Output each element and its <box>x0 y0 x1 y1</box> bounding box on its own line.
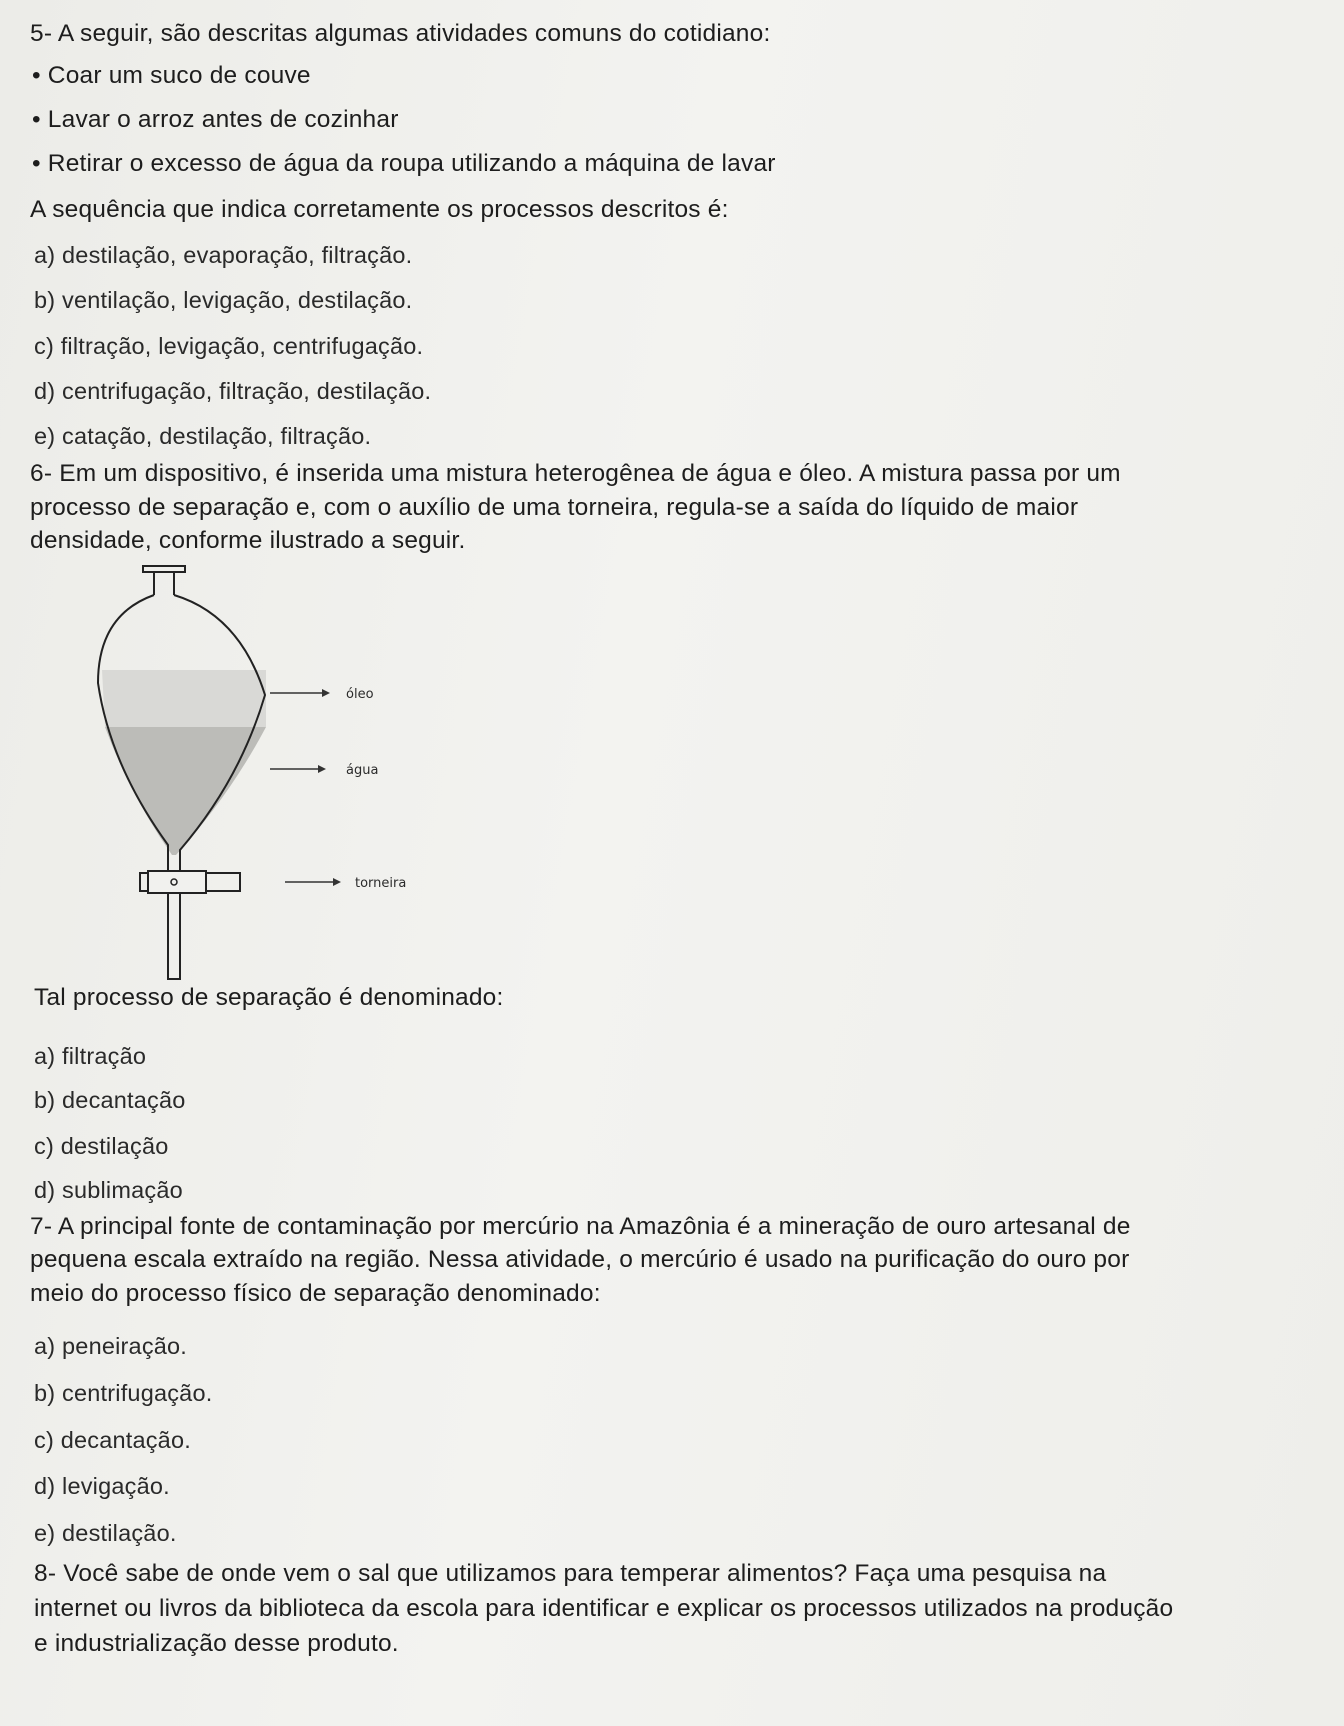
q7-option-c: c) decantação. <box>34 1427 191 1453</box>
separatory-funnel-svg <box>90 555 470 985</box>
q7-option-e: e) destilação. <box>34 1520 177 1546</box>
funnel-stem <box>168 893 180 979</box>
q7-text-line-3: meio do processo físico de separação denominado: <box>30 1280 601 1307</box>
q5-bullet-3-text: Retirar o excesso de água da roupa utilizando a máquina de lavar <box>47 150 776 177</box>
q7-option-d: d) levigação. <box>34 1473 170 1499</box>
q8-text-line-3: e industrialização desse produto. <box>34 1630 399 1657</box>
q6-option-b: b) decantação <box>34 1087 186 1113</box>
q5-option-a: a) destilação, evaporação, filtração. <box>34 242 413 268</box>
q6-text-line-2: processo de separação e, com o auxílio de uma torneira, regula-se a saída do líquido de maior <box>30 494 1079 521</box>
q6-text-line-3: densidade, conforme ilustrado a seguir. <box>30 527 466 554</box>
q6-option-d: d) sublimação <box>34 1177 183 1203</box>
q5-bullet-2-text: Lavar o arroz antes de cozinhar <box>47 106 399 133</box>
q6-option-a: a) filtração <box>34 1043 147 1069</box>
q8-text-line-1: 8- Você sabe de onde vem o sal que utilizamos para temperar alimentos? Faça uma pesquisa na <box>34 1560 1107 1587</box>
oil-arrowhead <box>322 689 330 697</box>
label-oil: óleo <box>346 687 374 702</box>
q7-text-line-2: pequena escala extraído na região. Nessa atividade, o mercúrio é usado na purificação do ouro por <box>30 1246 1130 1273</box>
q5-option-c: c) filtração, levigação, centrifugação. <box>34 333 424 359</box>
oil-layer <box>102 670 266 727</box>
q5-bullet-3: • Retirar o excesso de água da roupa utilizando a máquina de lavar <box>32 150 776 177</box>
stopcock-handle <box>206 873 240 891</box>
q5-prompt: A sequência que indica corretamente os processos descritos é: <box>30 196 729 223</box>
q5-bullet-1-text: Coar um suco de couve <box>47 62 311 89</box>
q6-text-line-1: 6- Em um dispositivo, é inserida uma mistura heterogênea de água e óleo. A mistura passa por um <box>30 460 1121 487</box>
q6-prompt: Tal processo de separação é denominado: <box>34 984 504 1011</box>
q5-title: 5- A seguir, são descritas algumas atividades comuns do cotidiano: <box>30 20 771 47</box>
stopcock-left-cap <box>140 873 148 891</box>
q7-option-b: b) centrifugação. <box>34 1380 213 1406</box>
q5-bullet-1: • Coar um suco de couve <box>32 62 311 89</box>
q5-option-e: e) catação, destilação, filtração. <box>34 423 372 449</box>
label-tap: torneira <box>355 876 407 891</box>
label-water: água <box>346 763 379 778</box>
separatory-funnel-figure <box>90 555 470 985</box>
tap-arrowhead <box>333 878 341 886</box>
q7-text-line-1: 7- A principal fonte de contaminação por mercúrio na Amazônia é a mineração de ouro artesanal de <box>30 1213 1131 1240</box>
q7-option-a: a) peneiração. <box>34 1333 188 1359</box>
q5-option-b: b) ventilação, levigação, destilação. <box>34 287 413 313</box>
q8-text-line-2: internet ou livros da biblioteca da escola para identificar e explicar os processos utilizados na produção <box>34 1595 1174 1622</box>
q5-option-d: d) centrifugação, filtração, destilação. <box>34 378 432 404</box>
water-arrowhead <box>318 765 326 773</box>
funnel-stopper <box>143 566 185 572</box>
water-layer <box>105 727 266 855</box>
q5-bullet-2: • Lavar o arroz antes de cozinhar <box>32 106 399 133</box>
q6-option-c: c) destilação <box>34 1133 169 1159</box>
